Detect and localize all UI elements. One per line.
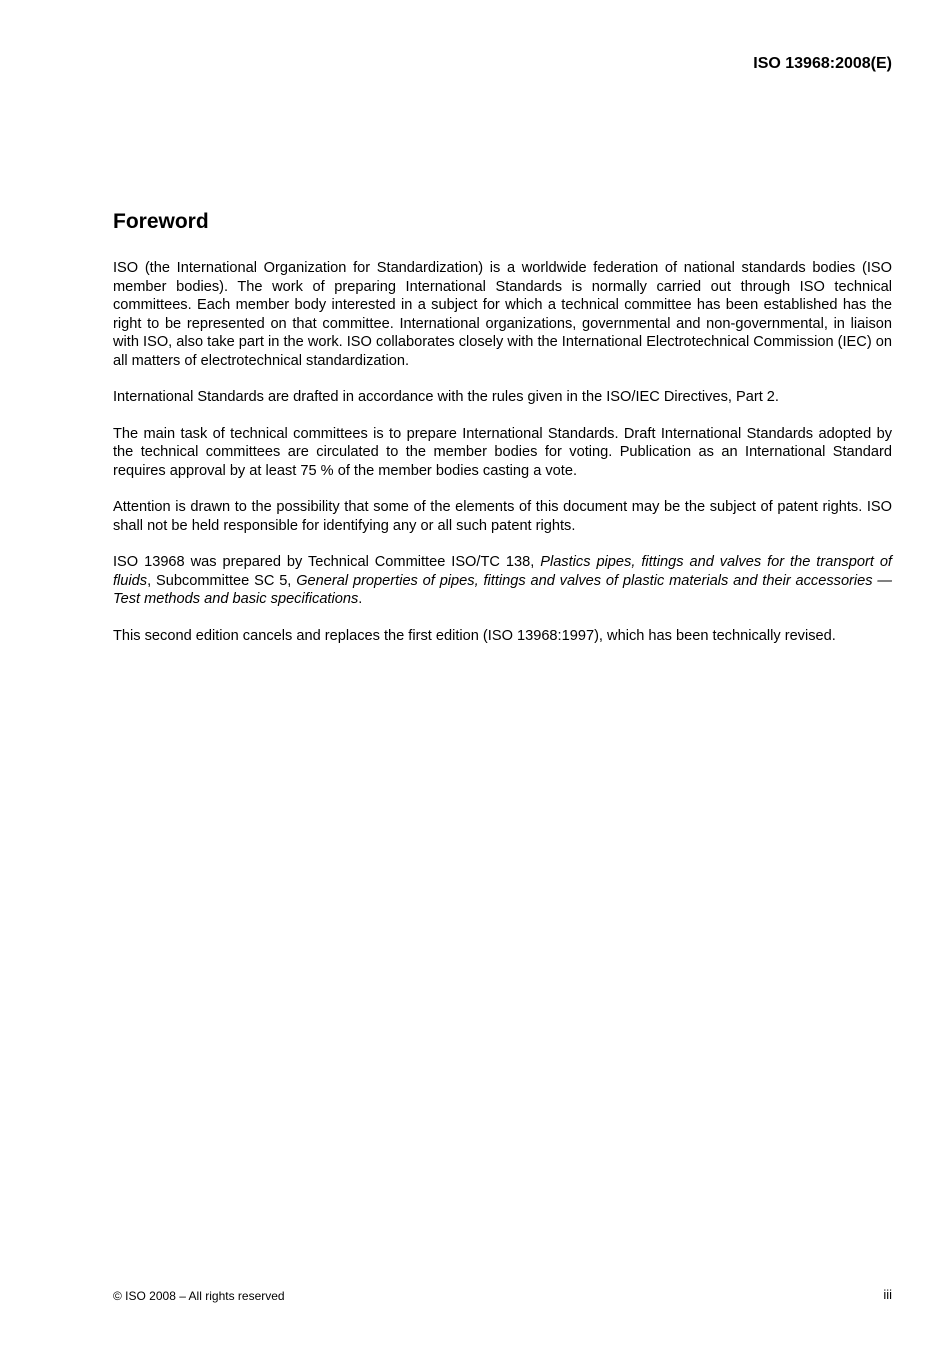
section-title: Foreword — [113, 210, 209, 233]
paragraph-edition-note: This second edition cancels and replaces the first edition (ISO 13968:1997), which has been technically revised. — [113, 627, 836, 644]
committee-title: Plastics pipes, fittings and valves for the transport of fluids — [113, 554, 892, 589]
paragraph-committee-task: The main task of technical committees is to prepare International Standards. Draft International Standards adopted by the technical committees are circulated to the member bodies for voting. Publication as an International Standard requires approval by at least 75 % of the member bodies casting a vote. — [113, 425, 892, 479]
preparation-text-2: , Subcommittee SC 5, — [147, 572, 297, 589]
preparation-text-1: ISO 13968 was prepared by Technical Committee ISO/TC 138, — [113, 554, 541, 570]
page-number: iii — [883, 1287, 892, 1302]
preparation-text-3: . — [358, 591, 363, 607]
document-id: ISO 13968:2008(E) — [753, 55, 892, 72]
subcommittee-title: General properties of pipes, fittings and valves of plastic materials and their accessories — Test methods and basic specifications — [113, 572, 893, 607]
paragraph-patent-rights: Attention is drawn to the possibility that some of the elements of this document may be the subject of patent rights. ISO shall not be held responsible for identifying any or all such patent rights. — [113, 499, 892, 534]
paragraph-directives: International Standards are drafted in accordance with the rules given in the ISO/IEC Directives, Part 2. — [113, 389, 779, 405]
foreword-body — [113, 259, 892, 663]
paragraph-preparation — [113, 553, 892, 609]
copyright-notice: © ISO 2008 – All rights reserved — [113, 1289, 285, 1303]
paragraph-iso-federation: ISO (the International Organization for Standardization) is a worldwide federation of national standards bodies (ISO member bodies). The work of preparing International Standards is normally carried out through ISO technical committees. Each member body interested in a subject for which a technical committee has been established has the right to be represented on that committee. International organizations, governmental and non-governmental, in liaison with ISO, also take part in the work. ISO collaborates closely with the International Electrotechnical Commission (IEC) on all matters of electrotechnical standardization. — [113, 260, 892, 369]
